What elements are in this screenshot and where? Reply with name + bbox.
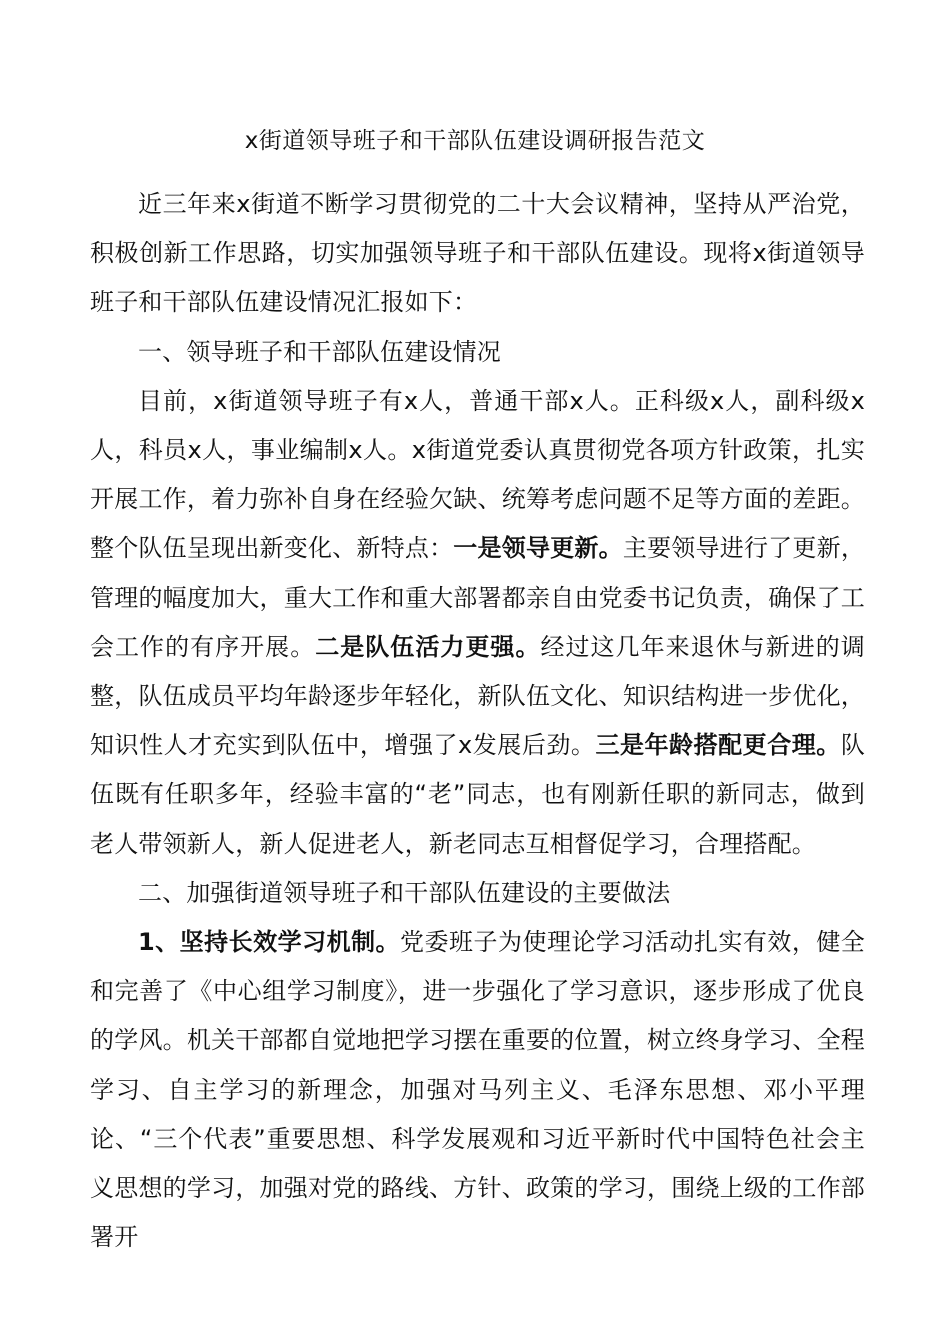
point2-text: 经过这几年来退休与新进的调整，队伍成员平均年龄逐步年轻化，新队伍文化、知识结构进一步优化，知识性人才充实到队伍中，增强了x发展后劲。 — [90, 632, 865, 760]
section2-heading: 二、加强街道领导班子和干部队伍建设的主要做法 — [138, 878, 671, 907]
intro-paragraph: 近三年来x街道不断学习贯彻党的二十大会议精神，坚持从严治党，积极创新工作思路，切实加强领导班子和干部队伍建设。现将x街道领导班子和干部队伍建设情况汇报如下： — [90, 190, 865, 317]
point3-text: 队伍既有任职多年，经验丰富的“老”同志，也有刚新任职的新同志，做到老人带领新人，新人促进老人，新老同志互相督促学习，合理搭配。 — [90, 731, 866, 858]
point1-text: 主要领导进行了更新，管理的幅度加大，重大工作和重大部署都亲自由党委书记负责，确保了工会工作的有序开展。 — [90, 534, 866, 661]
measure1-bold: 1、坚持长效学习机制。 — [138, 928, 401, 957]
point1-bold: 一是领导更新。 — [453, 534, 623, 563]
document-body — [90, 180, 865, 1262]
point2-bold: 二是队伍活力更强。 — [315, 632, 541, 661]
section1-heading: 一、领导班子和干部队伍建设情况 — [138, 337, 501, 366]
document-title: x街道领导班子和干部队伍建设调研报告范文 — [244, 128, 706, 154]
section1-intro-text: 目前，x街道领导班子有x人，普通干部x人。正科级x人，副科级x人，科员x人，事业编制x人。x街道党委认真贯彻党各项方针政策，扎实开展工作，着力弥补自身在经验欠缺、统筹考虑问题不足等方面的差距。整个队伍呈现出新变化、新特点： — [90, 386, 865, 563]
point3-bold: 三是年龄搭配更合理。 — [595, 731, 841, 760]
measure1-text: 党委班子为使理论学习活动扎实有效，健全和完善了《中心组学习制度》，进一步强化了学习意识，逐步形成了优良的学风。机关干部都自觉地把学习摆在重要的位置，树立终身学习、全程学习、自主学习的新理念，加强对马列主义、毛泽东思想、邓小平理论、“三个代表”重要思想、科学发展观和习近平新时代中国特色社会主义思想的学习，加强对党的路线、方针、政策的学习，围绕上级的工作部署开 — [90, 928, 865, 1252]
section2-paragraph — [90, 918, 865, 1262]
section1-paragraph — [90, 377, 865, 869]
